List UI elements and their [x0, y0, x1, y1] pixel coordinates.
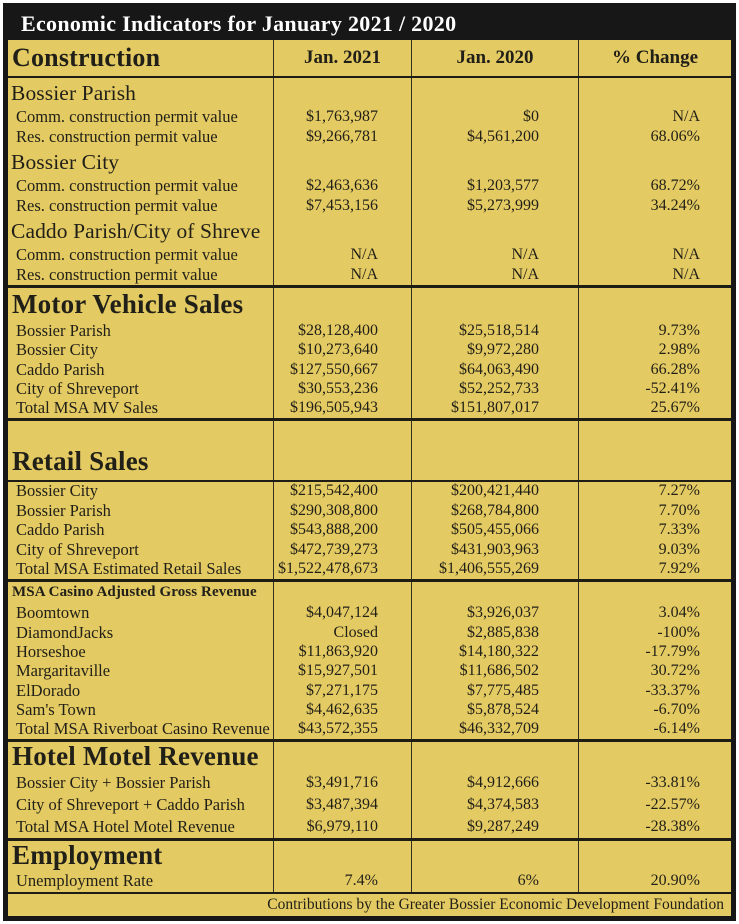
empty-cell — [578, 147, 731, 176]
row-label: Bossier Parish — [16, 501, 111, 520]
group-header-row — [8, 216, 731, 245]
pct-change-value: N/A — [578, 107, 731, 127]
section-title-row — [8, 440, 731, 480]
table-row-motor-vehicle-sales-1 — [8, 341, 731, 360]
empty-cell — [411, 216, 578, 245]
table-row-casino-1 — [8, 623, 731, 642]
table-row-retail-sales-0 — [8, 482, 731, 501]
jan-2021-value: $11,863,920 — [273, 642, 411, 661]
row-label: Comm. construction permit value — [16, 245, 238, 265]
jan-2020-value: $1,406,555,269 — [411, 559, 578, 578]
table-row-motor-vehicle-sales-4 — [8, 399, 731, 418]
jan-2021-value: $3,491,716 — [273, 772, 411, 794]
empty-cell — [273, 582, 411, 604]
jan-2020-value: $268,784,800 — [411, 501, 578, 520]
spacer-row — [8, 421, 731, 440]
row-label: Total MSA Riverboat Casino Revenue — [16, 719, 270, 739]
table-row-construction-g1-0 — [8, 176, 731, 196]
jan-2021-value: Closed — [273, 623, 411, 642]
row-label: Caddo Parish — [16, 359, 105, 379]
row-label: ElDorado — [16, 680, 81, 700]
jan-2020-value: $505,455,066 — [411, 521, 578, 540]
jan-2021-value: $6,979,110 — [273, 816, 411, 838]
jan-2021-value: $9,266,781 — [273, 127, 411, 147]
empty-cell — [411, 288, 578, 321]
pct-change-value: -100% — [578, 623, 731, 642]
pct-change-value: 7.70% — [578, 501, 731, 520]
row-label: Margaritaville — [16, 661, 111, 681]
jan-2020-value: $7,775,485 — [411, 681, 578, 700]
jan-2021-value: $7,271,175 — [273, 681, 411, 700]
jan-2021-value: $4,462,635 — [273, 700, 411, 719]
jan-2020-value: $5,273,999 — [411, 196, 578, 216]
pct-change-value: 30.72% — [578, 662, 731, 681]
table-row-retail-sales-1 — [8, 501, 731, 520]
jan-2020-value: $1,203,577 — [411, 176, 578, 196]
row-label: Comm. construction permit value — [16, 107, 238, 127]
row-label: Boomtown — [16, 603, 90, 623]
row-label: Total MSA Estimated Retail Sales — [16, 559, 242, 579]
jan-2020-value: $11,686,502 — [411, 662, 578, 681]
table-row-motor-vehicle-sales-3 — [8, 379, 731, 398]
row-label: Res. construction permit value — [16, 265, 218, 285]
empty-cell — [578, 582, 731, 604]
jan-2021-value: $43,572,355 — [273, 720, 411, 739]
jan-2021-value: $3,487,394 — [273, 794, 411, 816]
table-row-hotel-motel-revenue-2 — [8, 816, 731, 838]
pct-change-value: 68.72% — [578, 176, 731, 196]
table-row-casino-3 — [8, 662, 731, 681]
empty-cell — [273, 421, 411, 440]
jan-2020-value: $2,885,838 — [411, 623, 578, 642]
jan-2020-value: 6% — [411, 870, 578, 892]
empty-cell — [578, 440, 731, 480]
table-row-motor-vehicle-sales-0 — [8, 321, 731, 340]
jan-2021-value: $4,047,124 — [273, 604, 411, 623]
empty-cell — [273, 440, 411, 480]
pct-change-value: 7.33% — [578, 521, 731, 540]
pct-change-value: -22.57% — [578, 794, 731, 816]
pct-change-value: -6.14% — [578, 720, 731, 739]
jan-2021-value: $127,550,667 — [273, 360, 411, 379]
section-title-row — [8, 742, 731, 772]
row-label: Unemployment Rate — [16, 870, 154, 890]
jan-2021-value: $28,128,400 — [273, 321, 411, 340]
pct-change-value: 25.67% — [578, 399, 731, 418]
table-row-casino-2 — [8, 642, 731, 661]
table-row-construction-g0-0 — [8, 107, 731, 127]
table-row-construction-g1-1 — [8, 196, 731, 216]
row-label: Comm. construction permit value — [16, 176, 238, 196]
jan-2021-value: 7.4% — [273, 870, 411, 892]
pct-change-value: 2.98% — [578, 341, 731, 360]
pct-change-value: 9.73% — [578, 321, 731, 340]
row-label: Res. construction permit value — [16, 196, 218, 216]
column-header-row — [8, 40, 731, 76]
empty-cell — [273, 78, 411, 107]
table-row-motor-vehicle-sales-2 — [8, 360, 731, 379]
group-header-2: Caddo Parish/City of Shreve — [11, 219, 261, 244]
row-label: Sam's Town — [16, 700, 96, 719]
group-header-row — [8, 78, 731, 107]
jan-2020-value: $5,878,524 — [411, 700, 578, 719]
jan-2020-value: $151,807,017 — [411, 399, 578, 418]
pct-change-value: -33.81% — [578, 772, 731, 794]
table-row-casino-6 — [8, 720, 731, 739]
group-header-row — [8, 147, 731, 176]
pct-change-value: 7.92% — [578, 559, 731, 578]
jan-2021-value: $290,308,800 — [273, 501, 411, 520]
jan-2021-value: $1,522,478,673 — [273, 559, 411, 578]
jan-2020-value: $25,518,514 — [411, 321, 578, 340]
pct-change-value: 20.90% — [578, 870, 731, 892]
jan-2021-value: $7,453,156 — [273, 196, 411, 216]
row-label: City of Shreveport + Caddo Parish — [16, 794, 245, 814]
column-header-jan-2020: Jan. 2020 — [411, 40, 578, 76]
row-label: Res. construction permit value — [16, 127, 218, 147]
jan-2020-value: $46,332,709 — [411, 720, 578, 739]
table-row-hotel-motel-revenue-1 — [8, 794, 731, 816]
empty-cell — [273, 841, 411, 870]
jan-2020-value: $4,912,666 — [411, 772, 578, 794]
pct-change-value: -33.37% — [578, 681, 731, 700]
jan-2021-value: $472,739,273 — [273, 540, 411, 559]
jan-2020-value: $9,972,280 — [411, 341, 578, 360]
jan-2021-value: N/A — [273, 265, 411, 285]
pct-change-value: 9.03% — [578, 540, 731, 559]
row-label: Total MSA MV Sales — [16, 398, 159, 418]
indicators-panel — [3, 3, 736, 921]
table-row-construction-g2-1 — [8, 265, 731, 285]
section-title-motor-vehicle-sales: Motor Vehicle Sales — [12, 289, 244, 320]
row-label: Total MSA Hotel Motel Revenue — [16, 816, 235, 836]
row-label: Bossier City + Bossier Parish — [16, 772, 211, 792]
jan-2020-value: $14,180,322 — [411, 642, 578, 661]
pct-change-value: -6.70% — [578, 700, 731, 719]
column-header-jan-2021: Jan. 2021 — [273, 40, 411, 76]
table-row-retail-sales-2 — [8, 521, 731, 540]
table-row-casino-0 — [8, 604, 731, 623]
jan-2021-value: $543,888,200 — [273, 521, 411, 540]
jan-2021-value: $215,542,400 — [273, 482, 411, 501]
empty-cell — [578, 216, 731, 245]
pct-change-value: 3.04% — [578, 604, 731, 623]
jan-2020-value: $0 — [411, 107, 578, 127]
row-label: Bossier City — [16, 481, 99, 501]
jan-2021-value: $15,927,501 — [273, 662, 411, 681]
footer-credit: Contributions by the Greater Bossier Economic Development Foundation — [267, 896, 724, 913]
jan-2020-value: $431,903,963 — [411, 540, 578, 559]
table-row-hotel-motel-revenue-0 — [8, 772, 731, 794]
jan-2021-value: N/A — [273, 245, 411, 265]
pct-change-value: -28.38% — [578, 816, 731, 838]
empty-cell — [273, 742, 411, 772]
pct-change-value: 7.27% — [578, 482, 731, 501]
empty-cell — [273, 216, 411, 245]
empty-cell — [8, 421, 273, 440]
pct-change-value: N/A — [578, 265, 731, 285]
section-title-hotel-motel-revenue: Hotel Motel Revenue — [12, 741, 259, 772]
empty-cell — [578, 841, 731, 870]
row-label: Caddo Parish — [16, 520, 105, 540]
jan-2020-value: $64,063,490 — [411, 360, 578, 379]
table-row-construction-g0-1 — [8, 127, 731, 147]
pct-change-value: 68.06% — [578, 127, 731, 147]
row-label: Bossier City — [16, 340, 99, 360]
group-header-0: Bossier Parish — [11, 81, 137, 106]
section-title-construction: Construction — [12, 43, 161, 72]
empty-cell — [578, 421, 731, 440]
section-title-row — [8, 288, 731, 321]
section-title-employment: Employment — [12, 840, 163, 870]
empty-cell — [578, 742, 731, 772]
row-label: City of Shreveport — [16, 379, 139, 399]
jan-2020-value: $52,252,733 — [411, 379, 578, 398]
section-subtitle-casino: MSA Casino Adjusted Gross Revenue — [12, 584, 257, 601]
row-label: DiamondJacks — [16, 623, 114, 642]
jan-2020-value: $4,561,200 — [411, 127, 578, 147]
jan-2020-value: $4,374,583 — [411, 794, 578, 816]
empty-cell — [411, 742, 578, 772]
empty-cell — [411, 440, 578, 480]
section-subtitle-row — [8, 582, 731, 604]
empty-cell — [578, 288, 731, 321]
table-row-construction-g2-0 — [8, 245, 731, 265]
empty-cell — [273, 147, 411, 176]
empty-cell — [411, 841, 578, 870]
jan-2020-value: N/A — [411, 265, 578, 285]
jan-2020-value: $3,926,037 — [411, 604, 578, 623]
empty-cell — [578, 78, 731, 107]
column-header-pct-change: % Change — [578, 40, 731, 76]
jan-2020-value: N/A — [411, 245, 578, 265]
section-title-retail-sales: Retail Sales — [12, 445, 149, 476]
empty-cell — [411, 78, 578, 107]
jan-2021-value: $196,505,943 — [273, 399, 411, 418]
table-row-retail-sales-3 — [8, 540, 731, 559]
empty-cell — [273, 288, 411, 321]
empty-cell — [411, 147, 578, 176]
table-row-employment-0 — [8, 870, 731, 892]
pct-change-value: N/A — [578, 245, 731, 265]
row-label: Horseshoe — [16, 642, 86, 661]
jan-2021-value: $10,273,640 — [273, 341, 411, 360]
table-row-retail-sales-4 — [8, 559, 731, 578]
pct-change-value: -17.79% — [578, 642, 731, 661]
pct-change-value: 34.24% — [578, 196, 731, 216]
pct-change-value: 66.28% — [578, 360, 731, 379]
page-title-bar — [8, 8, 731, 40]
section-title-row — [8, 841, 731, 870]
page-title: Economic Indicators for January 2021 / 2020 — [21, 11, 457, 36]
table-row-casino-4 — [8, 681, 731, 700]
jan-2021-value: $1,763,987 — [273, 107, 411, 127]
row-label: City of Shreveport — [16, 539, 139, 559]
jan-2021-value: $2,463,636 — [273, 176, 411, 196]
jan-2020-value: $9,287,249 — [411, 816, 578, 838]
group-header-1: Bossier City — [11, 150, 120, 175]
indicators-table — [8, 40, 731, 894]
jan-2020-value: $200,421,440 — [411, 482, 578, 501]
row-label: Bossier Parish — [16, 321, 111, 340]
empty-cell — [411, 582, 578, 604]
pct-change-value: -52.41% — [578, 379, 731, 398]
empty-cell — [411, 421, 578, 440]
jan-2021-value: $30,553,236 — [273, 379, 411, 398]
table-row-casino-5 — [8, 700, 731, 719]
